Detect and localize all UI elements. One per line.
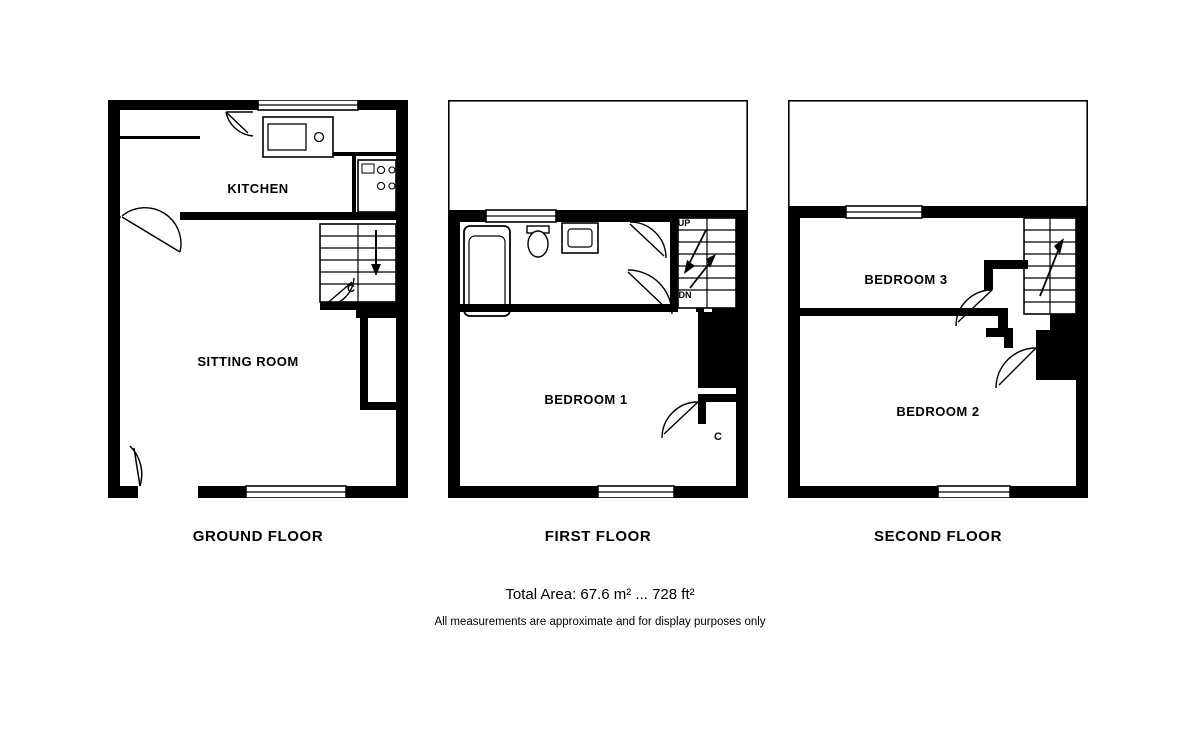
window-bedroom1 [598,486,674,498]
staircase-second [1024,218,1076,314]
first-floor-outline [449,101,747,211]
bathtub-icon [464,226,510,316]
staircase-first [678,218,736,308]
cupboard-first [662,394,736,443]
door-kitchen-sitting [120,208,181,252]
internal-wall-second [800,308,1008,336]
second-floor-plan [788,100,1088,498]
hob-icon [358,160,396,212]
internal-wall-kitchen [180,212,396,220]
floor-caption-ground: GROUND FLOOR [192,528,324,545]
room-label-bedroom3: BEDROOM 3 [864,272,948,287]
toilet-icon [527,226,549,257]
landing-wall-block [698,308,736,388]
second-floor-outline [789,101,1087,207]
room-label-bedroom2: BEDROOM 2 [896,404,980,419]
cupboard-label-first: C [714,431,722,443]
cupboard-label-ground: C [347,283,355,295]
door-top-left [226,112,253,136]
stair-down-label: DN [678,290,692,300]
floor-caption-second: SECOND FLOOR [873,528,1003,545]
wash-basin-icon [562,223,598,253]
ground-floor-plan [108,100,408,498]
room-label-sitting-room: SITTING ROOM [197,354,299,369]
window-top [258,100,358,110]
window-bathroom [486,210,556,222]
window-bottom [246,486,346,498]
window-bedroom2 [938,486,1010,498]
door-bathroom [630,222,666,258]
kitchen-sink [263,117,333,157]
internal-wall-bathroom [460,304,678,312]
door-bedroom2 [996,348,1036,388]
room-label-bedroom1: BEDROOM 1 [544,392,628,407]
front-door [120,446,246,498]
total-area-text: Total Area: 67.6 m² ... 728 ft² [505,586,695,603]
floor-caption-first: FIRST FLOOR [544,528,652,545]
window-bedroom3 [846,206,922,218]
kitchen-worktop [120,136,200,139]
staircase-up [320,224,396,302]
closet-right [360,318,396,410]
disclaimer-text: All measurements are approximate and for display purposes only [434,616,766,628]
stair-up-label: UP [677,218,691,228]
wall-bottom-right-seg [346,486,408,498]
room-label-kitchen: KITCHEN [227,181,289,196]
first-floor-plan [448,100,748,498]
